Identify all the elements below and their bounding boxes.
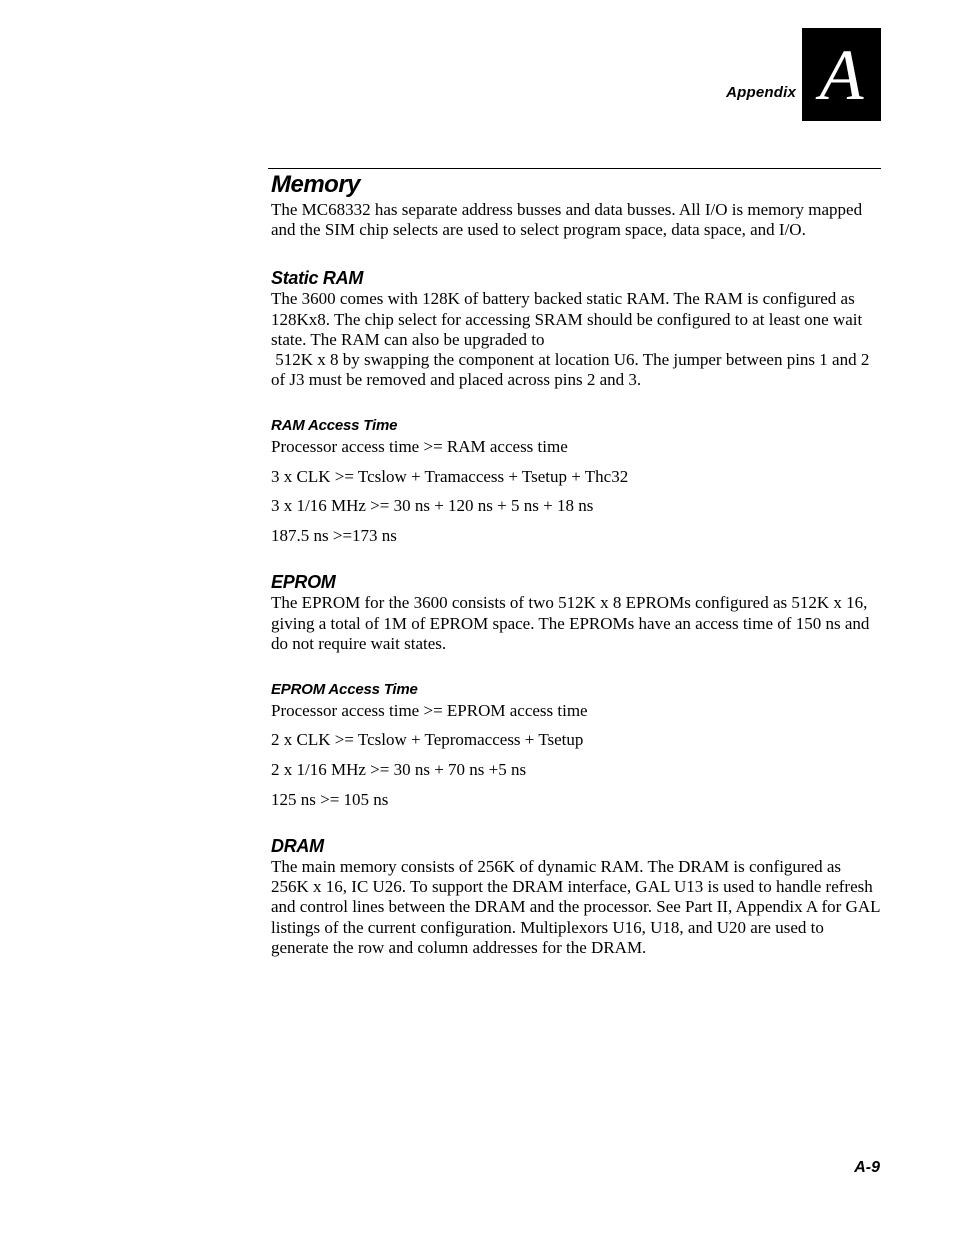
eprom-body: The EPROM for the 3600 consists of two 512K x 8 EPROMs configured as 512K x 16, giving a total of 1M of EPROM space. The EPROMs have an access time of 150 ns and do not require wait states.	[271, 593, 870, 653]
ram-access-time-heading: RAM Access Time	[271, 417, 398, 435]
eprom-heading: EPROM	[271, 572, 336, 593]
page-content	[271, 170, 883, 958]
eprom-equation-line: 2 x CLK >= Tcslow + Tepromaccess + Tsetup	[271, 730, 584, 750]
eprom-access-time-heading: EPROM Access Time	[271, 681, 418, 699]
dram-body: The main memory consists of 256K of dynamic RAM. The DRAM is configured as 256K x 16, IC U26. To support the DRAM interface, GAL U13 is used to handle refresh and control lines between the DRAM and the processor. See Part II, Appendix A for GAL listings of the current configuration. Multiplexors U16, U18, and U20 are used to generate the row and column addresses for the DRAM.	[271, 857, 880, 957]
section-divider	[268, 168, 881, 169]
ram-equation-line: 3 x CLK >= Tcslow + Tramaccess + Tsetup + Thc32	[271, 467, 629, 487]
memory-intro: The MC68332 has separate address busses and data busses. All I/O is memory mapped and the SIM chip selects are used to select program space, data space, and I/O.	[271, 200, 863, 240]
static-ram-heading: Static RAM	[271, 268, 364, 289]
appendix-letter: A	[819, 34, 864, 115]
appendix-letter-tab	[802, 28, 881, 121]
eprom-equation-line: 2 x 1/16 MHz >= 30 ns + 70 ns +5 ns	[271, 760, 527, 780]
appendix-label: Appendix	[726, 84, 796, 101]
static-ram-body: The 3600 comes with 128K of battery backed static RAM. The RAM is configured as 128Kx8. The chip select for accessing SRAM should be configured to at least one wait state. The RAM can also be upgraded to 512K x 8 by swapping the component at location U6. The jumper between pins 1 and 2 of J3 must be removed and placed across pins 2 and 3.	[271, 289, 870, 390]
ram-equation-line: Processor access time >= RAM access time	[271, 437, 568, 457]
eprom-equation-line: 125 ns >= 105 ns	[271, 790, 389, 810]
memory-heading: Memory	[271, 171, 361, 198]
ram-equation-line: 3 x 1/16 MHz >= 30 ns + 120 ns + 5 ns + 18 ns	[271, 496, 594, 516]
page-number: A-9	[854, 1159, 880, 1176]
ram-equation-line: 187.5 ns >=173 ns	[271, 526, 397, 546]
dram-heading: DRAM	[271, 836, 324, 857]
eprom-equation-line: Processor access time >= EPROM access time	[271, 701, 588, 721]
